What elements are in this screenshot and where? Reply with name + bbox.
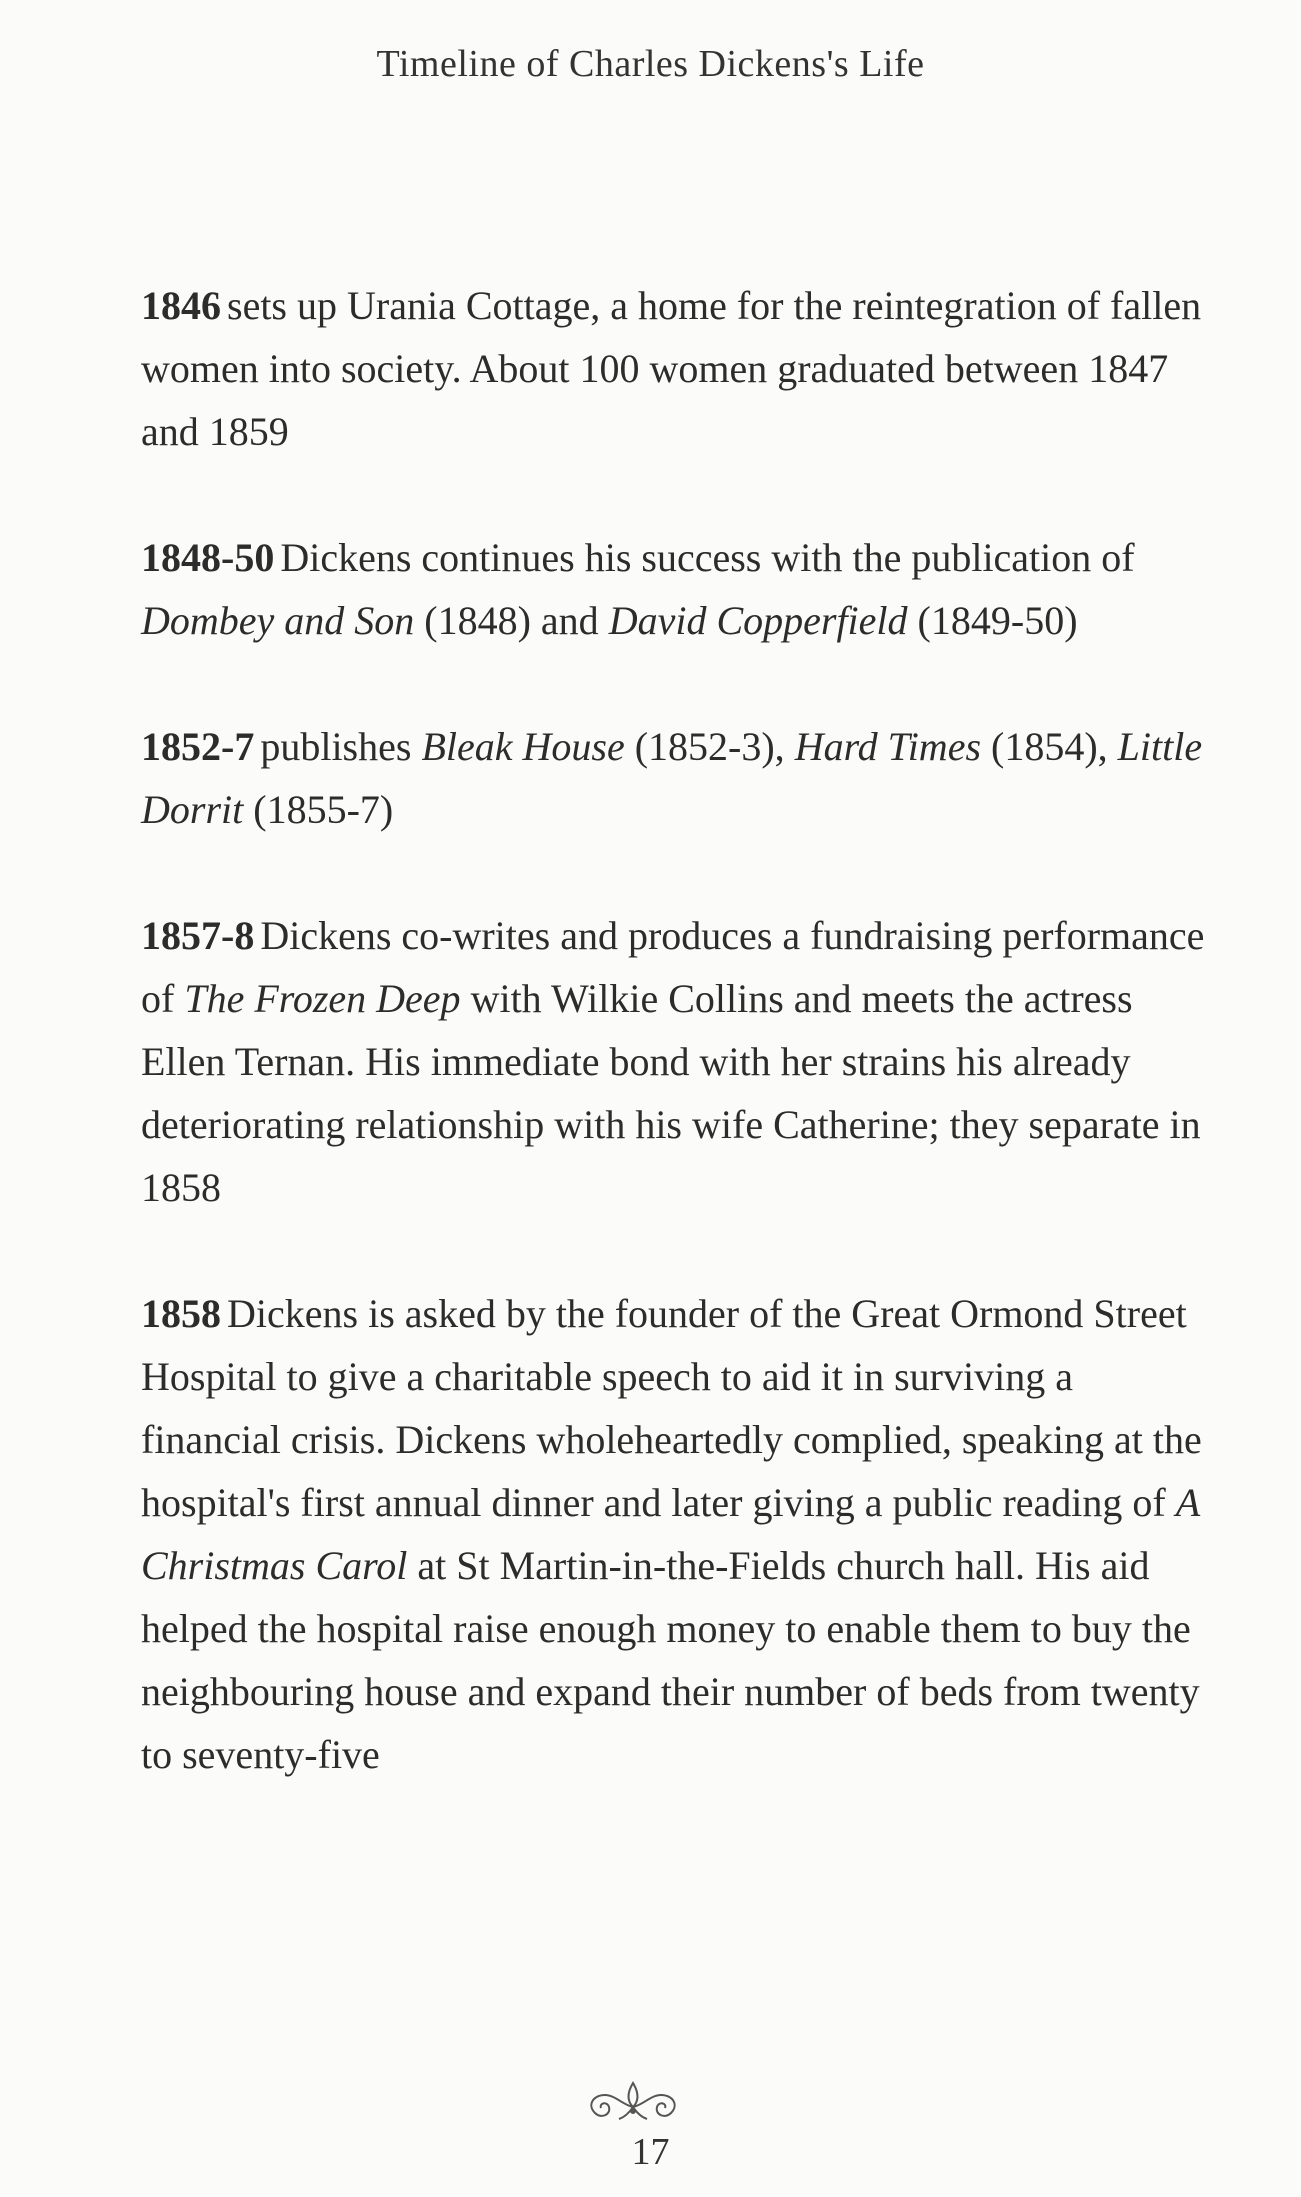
entry-text: publishes (260, 724, 422, 769)
work-title: A Christmas Carol (141, 1480, 1200, 1588)
entry-text: (1852-3), (624, 724, 795, 769)
entry-year: 1846 (141, 283, 221, 328)
work-title: Hard Times (794, 724, 982, 769)
work-title: The Frozen Deep (184, 976, 461, 1021)
entry-text: (1848) and (414, 598, 609, 643)
entry-text: (1854), (981, 724, 1118, 769)
entry-year: 1857-8 (141, 913, 255, 958)
timeline-entry (141, 274, 1221, 463)
work-title: Bleak House (421, 724, 625, 769)
work-title: David Copperfield (608, 598, 908, 643)
work-title: Little Dorrit (141, 724, 1203, 832)
fleuron-ornament-icon (575, 2075, 691, 2131)
timeline-entry (141, 904, 1221, 1219)
timeline-entries (141, 274, 1221, 1849)
entry-text: with Wilkie Collins and meets the actress Ellen Ternan. His immediate bond with her strains his already deteriorating relationship with his wife Catherine; they separate in 1858 (141, 976, 1201, 1210)
entry-year: 1848-50 (141, 535, 275, 580)
page-number: 17 (631, 2131, 670, 2173)
timeline-entry (141, 1282, 1221, 1786)
entry-year: 1852-7 (141, 724, 255, 769)
entry-text: Dickens continues his success with the publication of (280, 535, 1135, 580)
entry-text: sets up Urania Cottage, a home for the reintegration of fallen women into society. About 100 women graduated between 1847 and 1859 (141, 283, 1202, 454)
entry-year: 1858 (141, 1291, 221, 1336)
entry-text: Dickens co-writes and produces a fundraising performance of (141, 913, 1205, 1021)
running-head: Timeline of Charles Dickens's Life (376, 43, 925, 85)
entry-text: at St Martin-in-the-Fields church hall. His aid helped the hospital raise enough money to enable them to buy the neighbouring house and expand their number of beds from twenty to seventy-five (141, 1543, 1200, 1777)
timeline-entry (141, 715, 1221, 841)
entry-text: (1855-7) (243, 787, 394, 832)
entry-text: Dickens is asked by the founder of the Great Ormond Street Hospital to give a charitable speech to aid it in surviving a financial crisis. Dickens wholeheartedly complied, speaking at the hospital's first annual dinner and later giving a public reading of (141, 1291, 1202, 1525)
entry-text: (1849-50) (907, 598, 1078, 643)
work-title: Dombey and Son (141, 598, 415, 643)
timeline-entry (141, 526, 1221, 652)
